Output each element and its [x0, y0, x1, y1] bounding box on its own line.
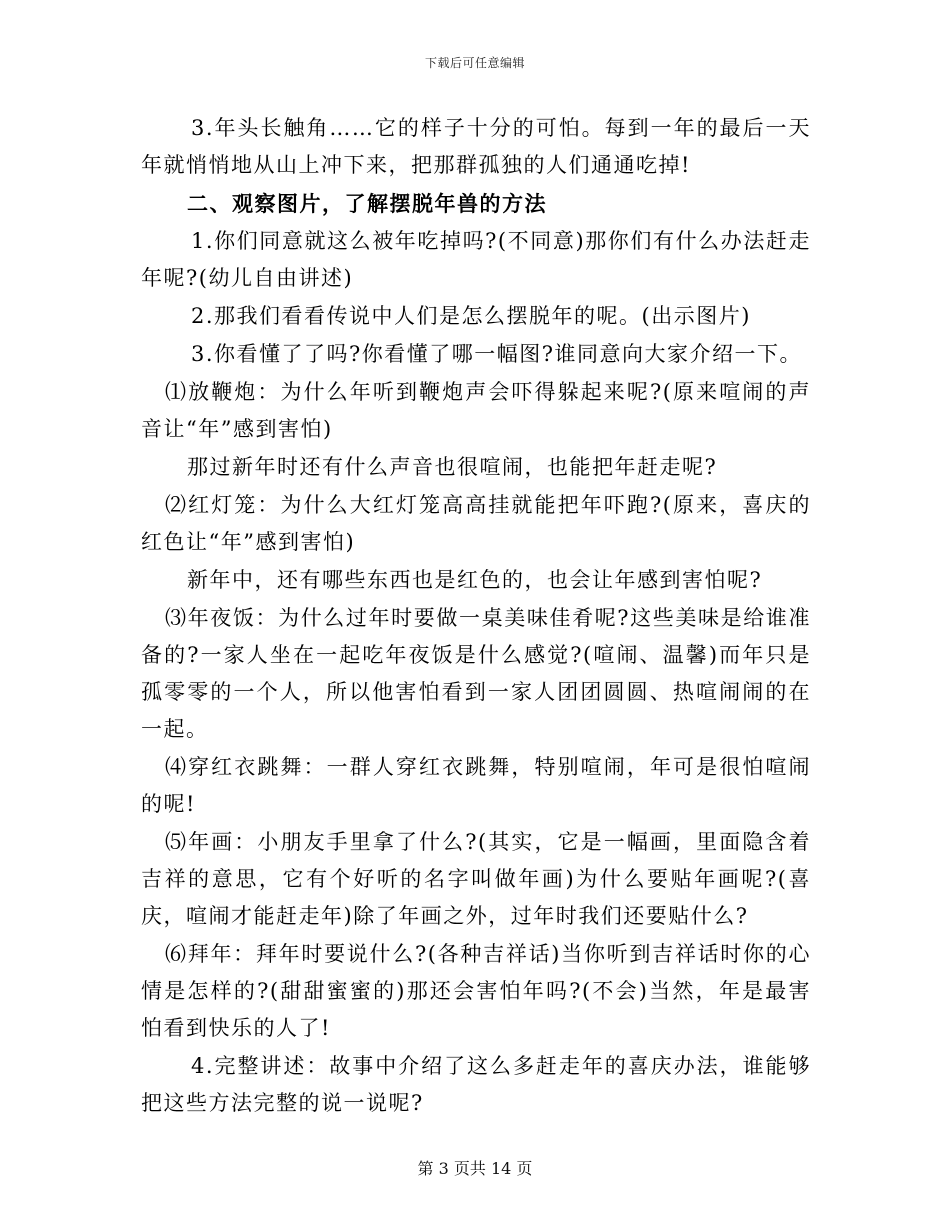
paragraph-firecrackers: ⑴放鞭炮：为什么年听到鞭炮声会吓得躲起来呢?(原来喧闹的声音让“年”感到害怕) — [141, 380, 811, 441]
paragraph-new-year-greetings: ⑹拜年：拜年时要说什么?(各种吉祥话)当你听到吉祥话时你的心情是怎样的?(甜甜蜜蜜的)那还会害怕年吗?(不会)当然，年是最害怕看到快乐的人了! — [141, 942, 811, 1040]
paragraph-new-year-dinner: ⑶年夜饭：为什么过年时要做一桌美味佳肴呢?这些美味是给谁准备的?一家人坐在一起吃年夜饭是什么感觉?(喧闹、温馨)而年只是孤零零的一个人，所以他害怕看到一家人团团圆圆、热喧闹闹的在一起。 — [141, 606, 811, 741]
paragraph-complete-retelling: 4.完整讲述：故事中介绍了这么多赶走年的喜庆办法，谁能够把这些方法完整的说一说呢? — [141, 1054, 811, 1115]
paragraph-question-1: 1.你们同意就这么被年吃掉吗?(不同意)那你们有什么办法赶走年呢?(幼儿自由讲述) — [141, 229, 811, 290]
paragraph-question-3: 3.你看懂了了吗?你看懂了哪一幅图?谁同意向大家介绍一下。 — [191, 342, 803, 366]
paragraph-red-clothes-dance: ⑷穿红衣跳舞：一群人穿红衣跳舞，特别喧闹，年可是很怕喧闹的呢! — [141, 755, 811, 816]
paragraph-new-year-paintings: ⑸年画：小朋友手里拿了什么?(其实，它是一幅画，里面隐含着吉祥的意思，它有个好听的名字叫做年画)为什么要贴年画呢?(喜庆，喧闹才能赶走年)除了年画之外，过年时我们还要贴什么? — [141, 830, 811, 928]
paragraph-item-3: 3.年头长触角……它的样子十分的可怕。每到一年的最后一天年就悄悄地从山上冲下来，把那群孤独的人们通通吃掉! — [141, 116, 811, 177]
page-number: 第 3 页共 14 页 — [417, 1159, 533, 1178]
paragraph-red-lanterns-followup: 新年中，还有哪些东西也是红色的，也会让年感到害怕呢? — [187, 568, 763, 592]
section-heading: 二、观察图片，了解摆脱年兽的方法 — [187, 191, 547, 216]
paragraph-red-lanterns: ⑵红灯笼：为什么大红灯笼高高挂就能把年吓跑?(原来，喜庆的红色让“年”感到害怕) — [141, 493, 811, 554]
page-header: 下载后可任意编辑 — [424, 56, 525, 70]
paragraph-question-2: 2.那我们看看传说中人们是怎么摆脱年的呢。(出示图片) — [191, 304, 751, 328]
paragraph-firecrackers-followup: 那过新年时还有什么声音也很喧闹，也能把年赶走呢? — [187, 455, 718, 479]
document-body — [141, 110, 811, 1123]
